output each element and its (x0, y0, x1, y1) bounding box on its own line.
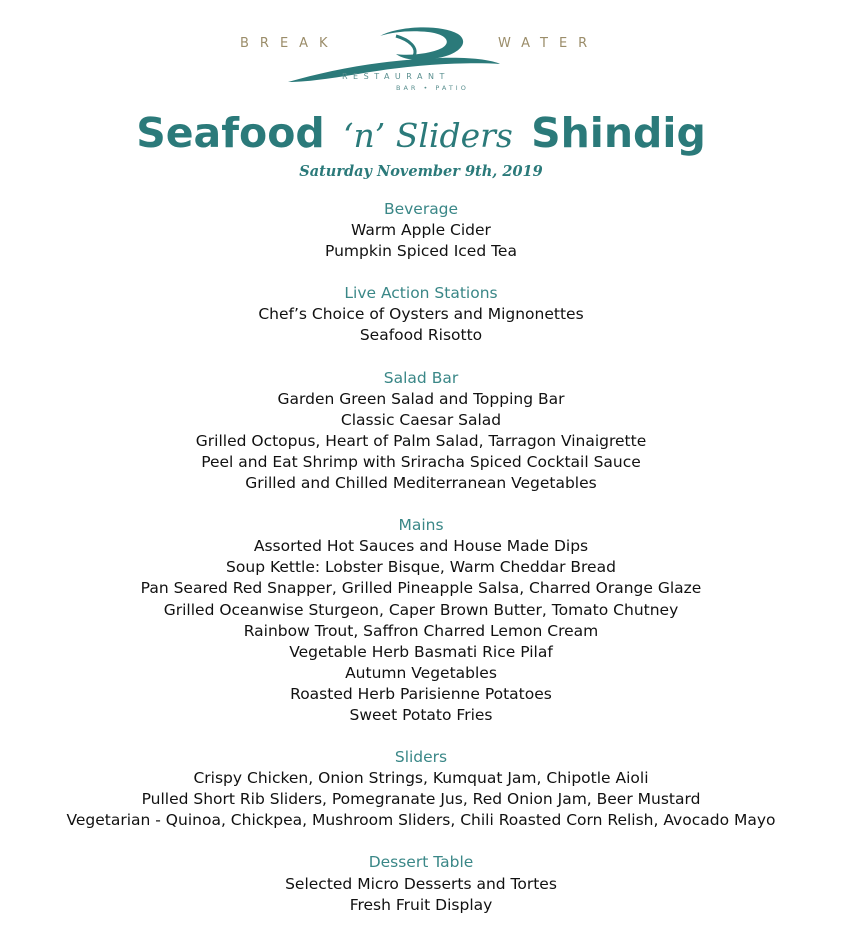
logo-word-water: WATER (498, 36, 599, 51)
menu-item: Sweet Potato Fries (349, 705, 493, 724)
section-live-action-stations (0, 283, 842, 346)
menu-item: Pumpkin Spiced Iced Tea (325, 242, 517, 261)
menu-item: Seafood Risotto (359, 326, 483, 345)
section-beverage (0, 199, 842, 262)
menu-item: Fresh Fruit Display (349, 895, 493, 914)
title-seafood: Seafood (136, 109, 325, 157)
menu-item: Classic Caesar Salad (340, 410, 502, 429)
logo-word-break: BREAK (240, 36, 339, 51)
menu-item: Warm Apple Cider (351, 221, 491, 240)
menu-item: Grilled Oceanwise Sturgeon, Caper Brown Butter, Tomato Chutney (163, 600, 679, 619)
section-title: Dessert Table (368, 853, 474, 872)
title-shindig: Shindig (531, 109, 706, 157)
menu-item: Vegetable Herb Basmati Rice Pilaf (289, 642, 553, 661)
menu-item: Assorted Hot Sauces and House Made Dips (253, 537, 589, 556)
menu-item: Selected Micro Desserts and Tortes (285, 874, 557, 893)
menu-item: Pulled Short Rib Sliders, Pomegranate Jus, Red Onion Jam, Beer Mustard (141, 790, 701, 809)
section-title: Sliders (394, 748, 448, 767)
menu-item: Garden Green Salad and Topping Bar (277, 389, 565, 408)
menu-item: Vegetarian - Quinoa, Chickpea, Mushroom Sliders, Chili Roasted Corn Relish, Avocado Mayo (66, 811, 776, 830)
menu-item: Autumn Vegetables (345, 663, 497, 682)
menu-item: Pan Seared Red Snapper, Grilled Pineapple Salsa, Charred Orange Glaze (140, 579, 702, 598)
section-dessert-table (0, 852, 842, 915)
menu-item: Grilled and Chilled Mediterranean Vegetables (245, 474, 597, 493)
logo-restaurant: RESTAURANT (342, 72, 450, 81)
title-n-sliders: ‘n’ Sliders (343, 116, 513, 155)
menu-item: Roasted Herb Parisienne Potatoes (290, 684, 552, 703)
page-title (0, 104, 842, 165)
menu-item: Rainbow Trout, Saffron Charred Lemon Cream (243, 621, 599, 640)
menu-item: Peel and Eat Shrimp with Sriracha Spiced Cocktail Sauce (201, 452, 641, 471)
menu-item: Soup Kettle: Lobster Bisque, Warm Cheddar Bread (226, 558, 616, 577)
section-title: Beverage (383, 200, 459, 218)
menu-item: Chef’s Choice of Oysters and Mignonettes (258, 305, 584, 324)
section-mains (0, 515, 842, 726)
menu-sections (0, 199, 842, 937)
section-title: Live Action Stations (344, 284, 498, 303)
section-sliders (0, 747, 842, 831)
menu-item: Crispy Chicken, Onion Strings, Kumquat Jam, Chipotle Aioli (193, 769, 649, 788)
event-date: Saturday November 9th, 2019 (299, 163, 543, 180)
section-title: Salad Bar (383, 368, 459, 387)
breakwater-logo (0, 22, 842, 92)
section-salad-bar (0, 368, 842, 495)
logo-bar-patio: BAR • PATIO (396, 84, 469, 92)
section-title: Mains (398, 516, 444, 535)
wave-swoosh-icon (0, 22, 842, 92)
menu-item: Grilled Octopus, Heart of Palm Salad, Tarragon Vinaigrette (195, 431, 647, 450)
